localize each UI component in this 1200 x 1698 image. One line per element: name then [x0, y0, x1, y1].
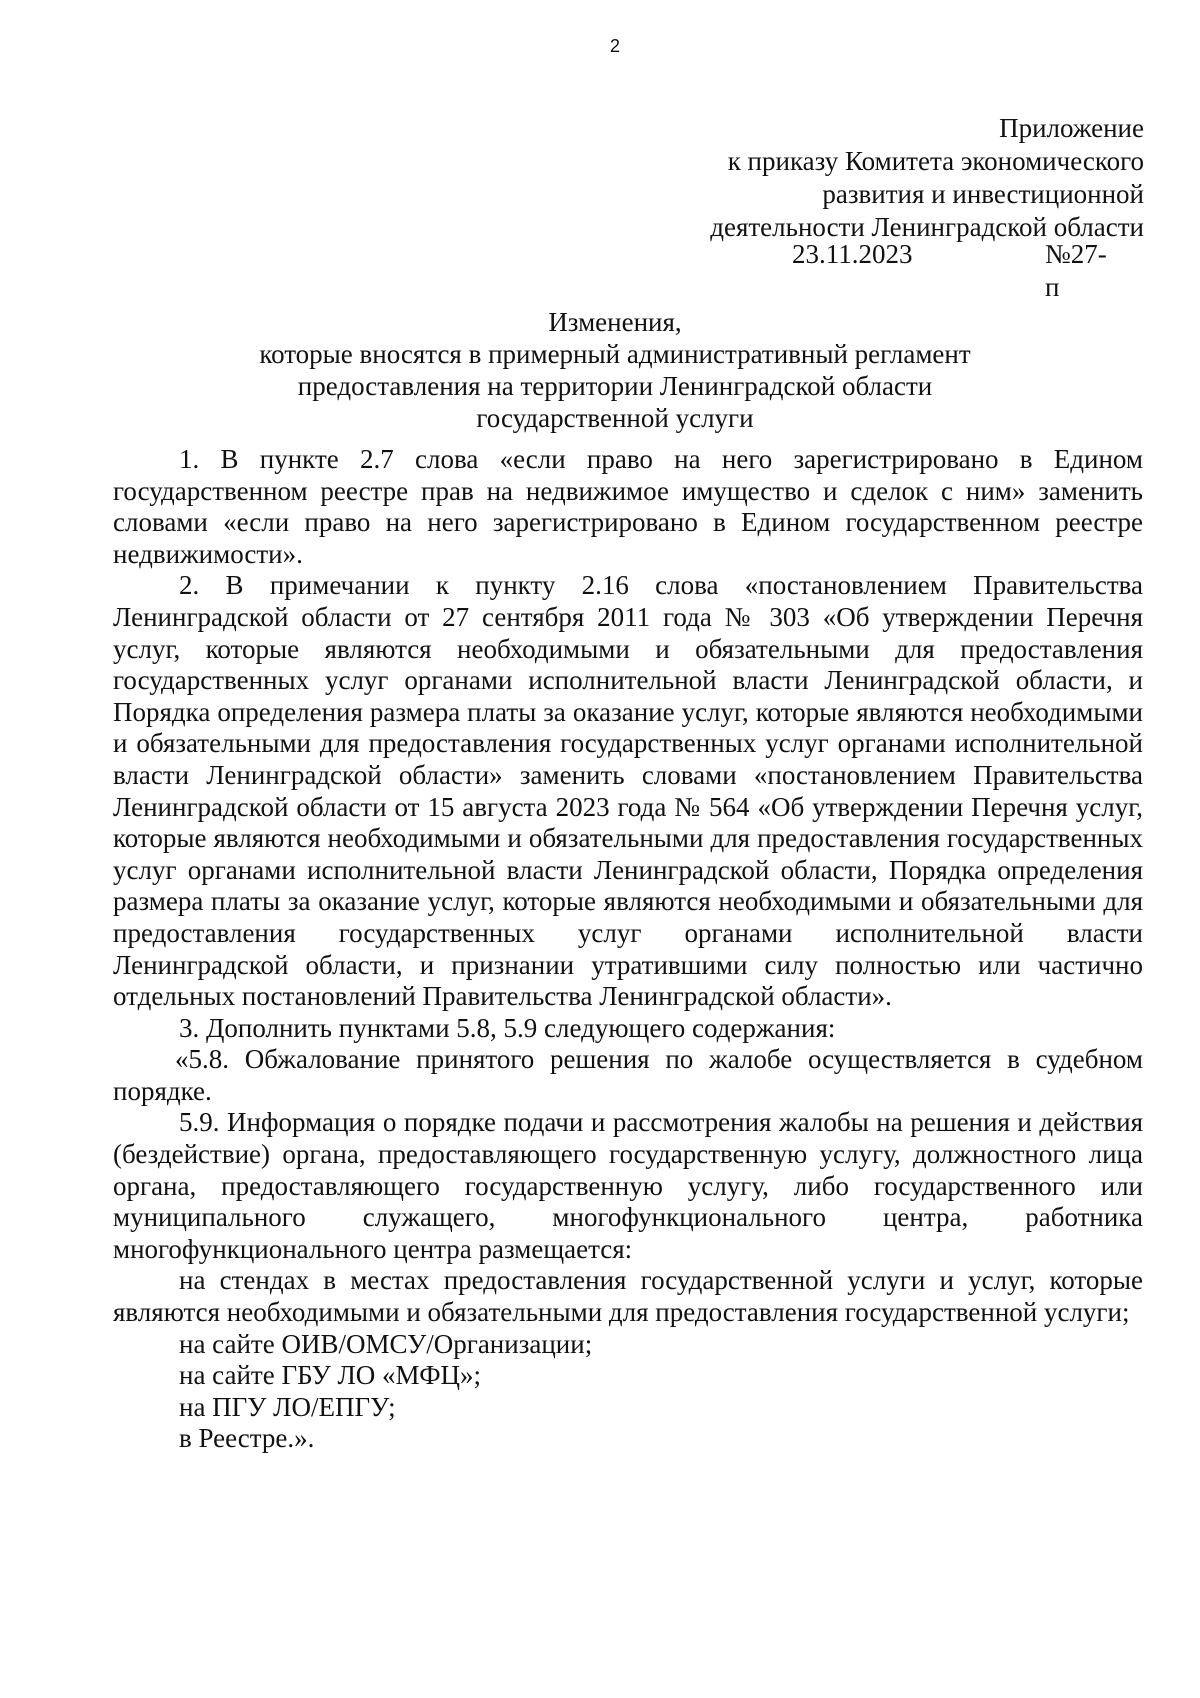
appendix-region-line: деятельности Ленинградской области: [710, 212, 1144, 242]
document-body: [113, 444, 1143, 1455]
order-number: №27-п: [1045, 239, 1107, 302]
title-line-1: Изменения,: [548, 307, 682, 337]
paragraph-5-9: 5.9. Информация о порядке подачи и рассмотрения жалобы на решения и действия (бездействие) органа, предоставляющего государственную услугу, должностного лица органа, предоставляющего государственную услугу, либо государственного или муниципального служащего, многофункционального центра, работника многофункционального центра размещается:: [113, 1107, 1143, 1264]
paragraph-2: 2. В примечании к пункту 2.16 слова «постановлением Правительства Ленинградской области от 27 сентября 2011 года № 303 «Об утверждении Перечня услуг, которые являются необходимыми и обязательными для предоставления государственных услуг органами исполнительной власти Ленинградской области, и Порядка определения размера платы за оказание услуг, которые являются необходимыми и обязательными для предоставления государственных услуг органами исполнительной власти Ленинградской области» заменить словами «постановлением Правительства Ленинградской области от 15 августа 2023 года № 564 «Об утверждении Перечня услуг, которые являются необходимыми и обязательными для предоставления государственных услуг органами исполнительной власти Ленинградской области, Порядка определения размера платы за оказание услуг, которые являются необходимыми и обязательными для предоставления государственных услуг органами исполнительной власти Ленинградской области, и признании утратившими силу полностью или частично отдельных постановлений Правительства Ленинградской области».: [113, 570, 1143, 1012]
list-item-stands: на стендах в местах предоставления государственной услуги и услуг, которые являются необходимыми и обязательными для предоставления государственной услуги;: [113, 1265, 1143, 1328]
paragraph-3: 3. Дополнить пунктами 5.8, 5.9 следующего содержания:: [179, 1012, 836, 1043]
paragraph-1: 1. В пункте 2.7 слова «если право на него зарегистрировано в Едином государственном реестре прав на недвижимое имущество и сделок с ним» заменить словами «если право на него зарегистрировано в Едином государственном реестре недвижимости».: [113, 444, 1143, 569]
title-line-4: государственной услуги: [476, 403, 754, 433]
list-item-oiv-site: на сайте ОИВ/ОМСУ/Организации;: [179, 1328, 593, 1359]
appendix-header: [710, 112, 1144, 244]
order-date: 23.11.2023: [792, 239, 913, 269]
list-item-pgu: на ПГУ ЛО/ЕПГУ;: [179, 1391, 396, 1422]
document-title: [0, 306, 1200, 434]
title-line-3: предоставления на территории Ленинградской области: [297, 371, 933, 401]
appendix-order-ref: к приказу Комитета экономического: [727, 146, 1144, 176]
appendix-committee-line: развития и инвестиционной: [822, 179, 1144, 209]
title-line-2: которые вносятся в примерный административный регламент: [259, 339, 971, 369]
page-number: 2: [609, 36, 620, 56]
list-item-registry: в Реестре.».: [179, 1423, 315, 1454]
appendix-label: Приложение: [999, 113, 1144, 143]
list-item-mfc-site: на сайте ГБУ ЛО «МФЦ»;: [179, 1360, 482, 1391]
paragraph-5-8: «5.8. Обжалование принятого решения по жалобе осуществляется в судебном порядке.: [113, 1044, 1143, 1106]
